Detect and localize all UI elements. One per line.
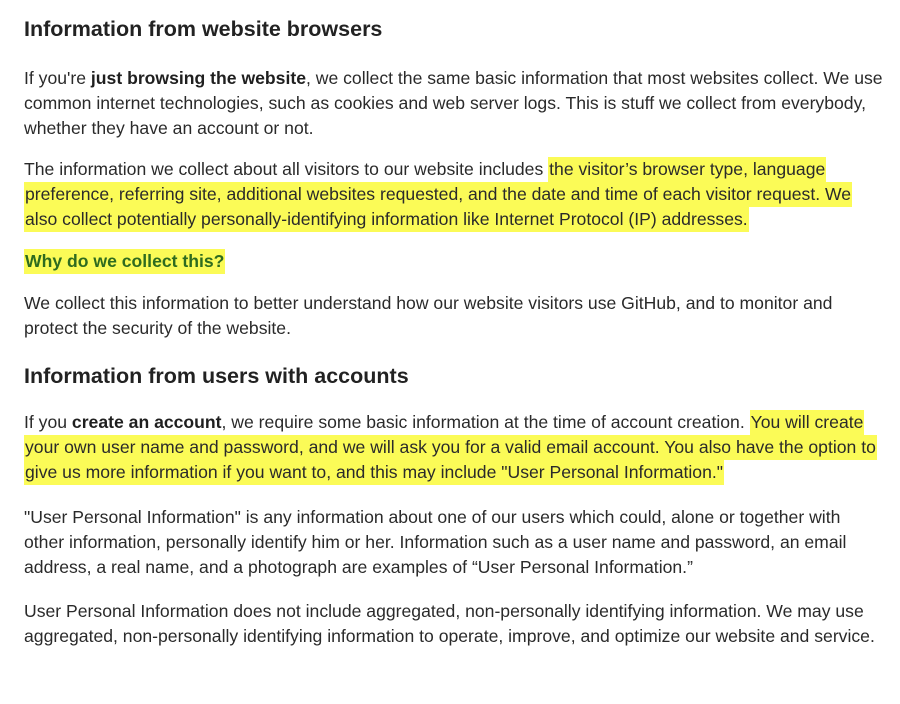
policy-document: [24, 0, 884, 649]
highlight-visitor-info: the visitor’s browser type, language preference, referring site, additional websites requested, and the date and time of each visitor request. We also collect potentially personally-identifying information like Internet Protocol (IP) addresses.: [24, 157, 852, 232]
paragraph-why-answer: We collect this information to better understand how our website visitors use GitHub, and to monitor and protect the security of the website.: [24, 293, 833, 338]
section-heading-accounts: Information from users with accounts: [24, 364, 409, 388]
paragraph-visitor-info-text: The information we collect about all visitors to our website includes: [24, 159, 549, 179]
highlight-account-details: You will create your own user name and password, and we will ask you for a valid email account. You also have the option to give us more information if you want to, and this may include "User Personal Information.": [24, 410, 877, 485]
paragraph-create-account: [24, 410, 884, 485]
paragraph-visitor-info: [24, 157, 884, 232]
section-heading-browsers: Information from website browsers: [24, 17, 383, 41]
emphasis-create-account: create an account: [71, 412, 222, 432]
subheading-why-collect: [24, 249, 884, 274]
paragraph-create-account-text-end: , we require some basic information at the time of account creation.: [221, 412, 750, 432]
emphasis-just-browsing: just browsing the website: [90, 68, 306, 88]
highlight-why-collect: Why do we collect this?: [24, 249, 225, 274]
paragraph-browsing: [24, 66, 884, 141]
paragraph-upi-definition: "User Personal Information" is any information about one of our users which could, alone or together with other information, personally identify him or her. Information such as a user name and password, an email address, a real name, and a photograph are examples of “User Personal Information.”: [24, 507, 847, 577]
paragraph-browsing-text-end: , we collect the same basic information that most websites collect. We use common internet technologies, such as cookies and web server logs. This is stuff we collect from everybody, whether they have an account or not.: [24, 68, 883, 138]
paragraph-browsing-text-start: If you're: [24, 68, 91, 88]
paragraph-create-account-text-start: If you: [24, 412, 72, 432]
paragraph-upi-exclusion: User Personal Information does not include aggregated, non-personally identifying information. We may use aggregated, non-personally identifying information to operate, improve, and optimize our website and service.: [24, 601, 875, 646]
